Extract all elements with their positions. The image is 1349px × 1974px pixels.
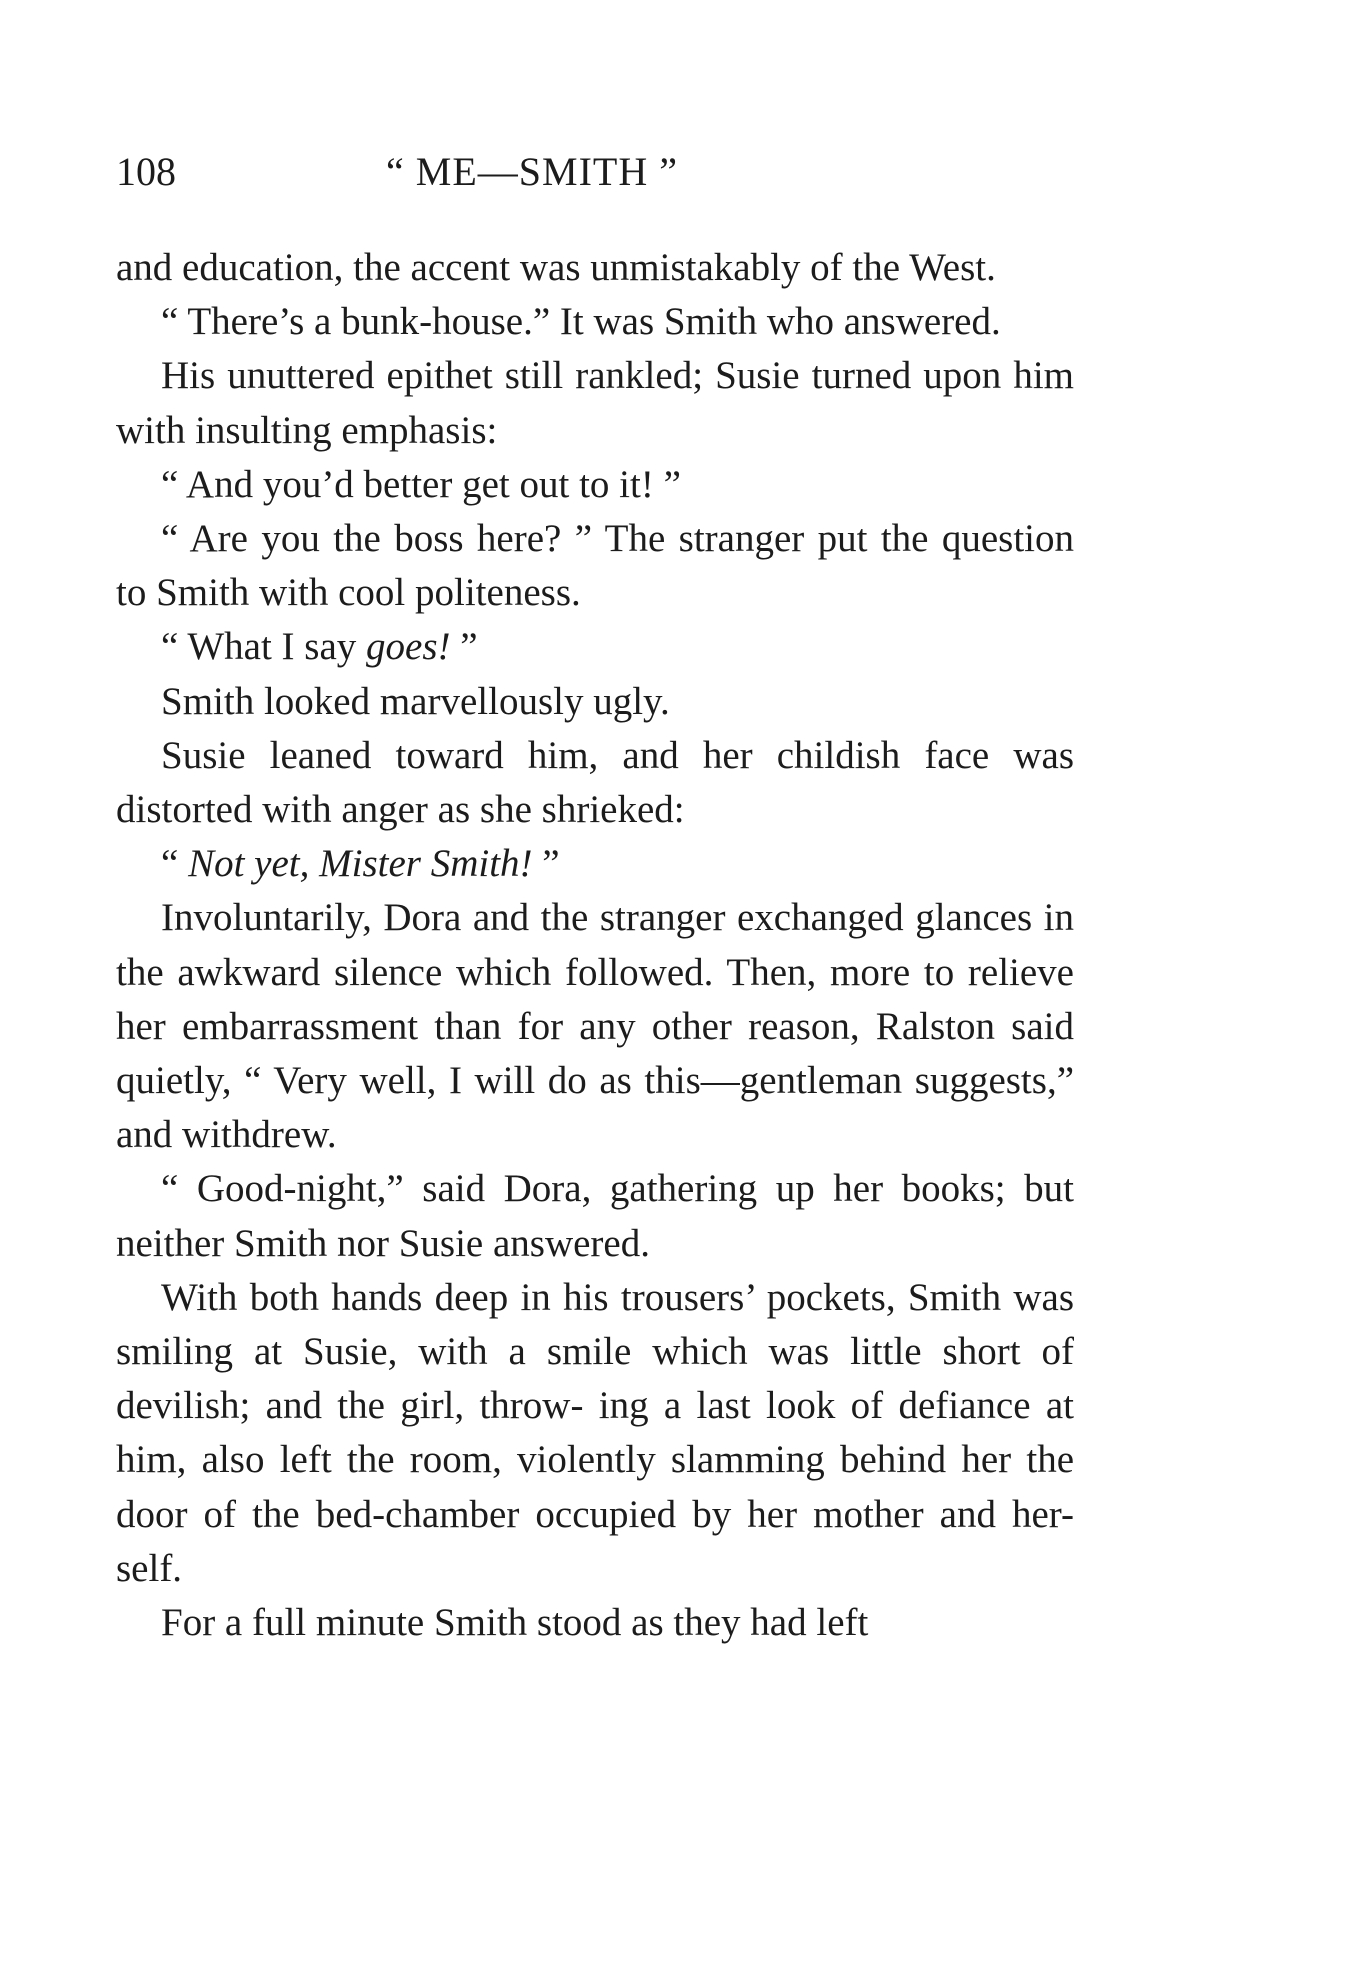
- paragraph: “ Are you the boss here? ” The stranger put the question to Smith with cool politeness.: [116, 517, 1074, 615]
- paragraph: [116, 837, 1074, 891]
- text-run: “ What I say: [161, 625, 367, 669]
- paragraph: For a full minute Smith stood as they had left: [161, 1601, 869, 1645]
- paragraph: Smith looked marvellously ugly.: [161, 679, 670, 723]
- text-run: “: [161, 842, 189, 886]
- text-run: ”: [450, 625, 478, 669]
- italic-text: goes!: [366, 625, 451, 669]
- body-text: [116, 241, 1074, 1650]
- paragraph: Involuntarily, Dora and the stranger exchanged glances in the awkward silence which followed. Then, more to relieve her embarrassment than for any other reason, Ralston said quietly, “ Very well, I will do as this—gentleman suggests,” and withdrew.: [116, 896, 1074, 1157]
- page-header: [116, 142, 1076, 202]
- paragraph: His unuttered epithet still rankled; Susie turned upon him with insulting emphasis:: [116, 354, 1074, 452]
- paragraph: [116, 620, 1074, 674]
- paragraph: With both hands deep in his trousers’ pockets, Smith was smiling at Susie, with a smile which was little short of devilish; and the girl, throw- ing a last look of defiance at him, also left the room, violently slamming behind her the door of the bed-chamber occupied by her mother and her- self.: [116, 1275, 1074, 1590]
- paragraph: “ And you’d better get out to it! ”: [161, 462, 681, 506]
- paragraph: “ There’s a bunk-house.” It was Smith who answered.: [161, 300, 1001, 344]
- paragraph: “ Good-night,” said Dora, gathering up her books; but neither Smith nor Susie answered.: [116, 1167, 1074, 1265]
- text-run: ”: [532, 842, 560, 886]
- paragraph: and education, the accent was unmistakably of the West.: [116, 246, 996, 289]
- page-number: 108: [116, 149, 176, 194]
- italic-text: Not yet, Mister Smith!: [188, 842, 533, 886]
- running-title: “ ME—SMITH ”: [386, 149, 678, 194]
- paragraph: Susie leaned toward him, and her childish face was distorted with anger as she shrieked:: [116, 733, 1074, 832]
